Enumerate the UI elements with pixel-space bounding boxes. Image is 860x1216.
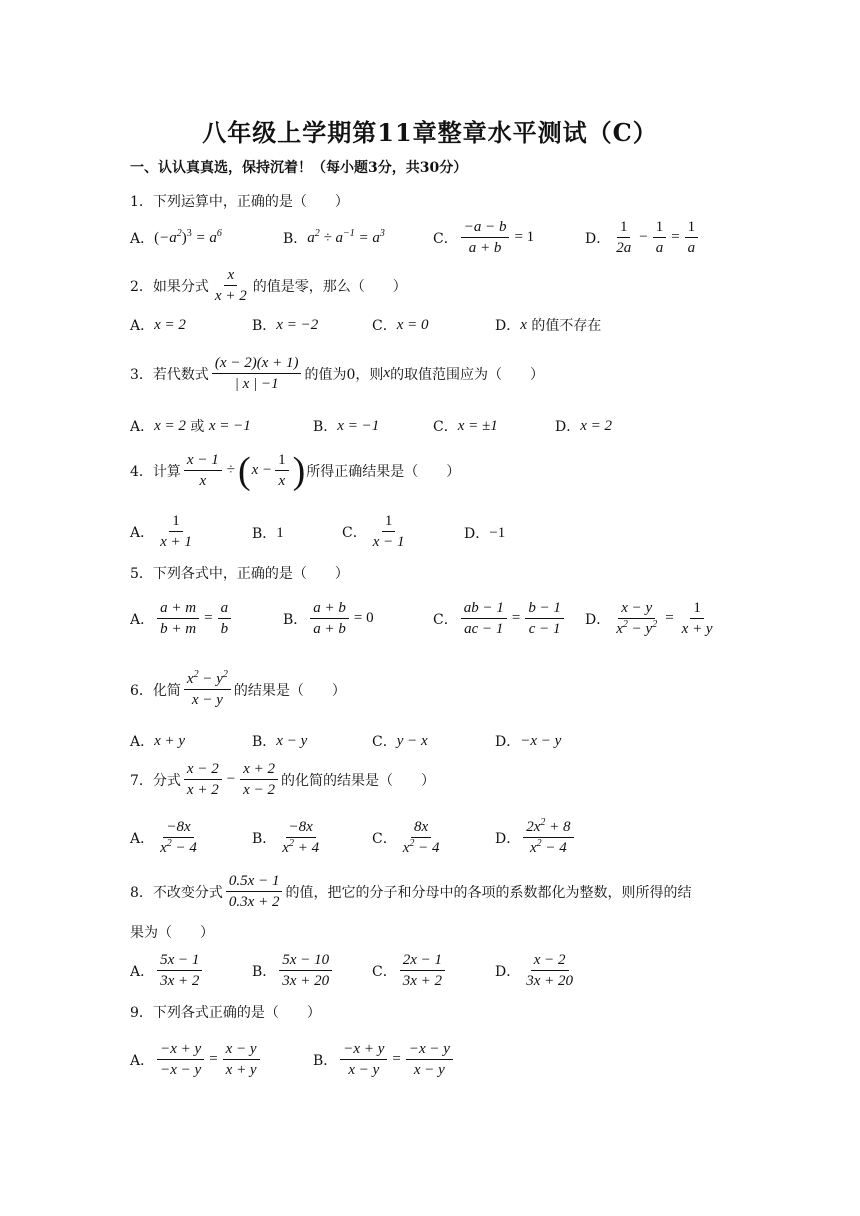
q7-option-a: A． $\frac{-8x}{x^2 - 4}$ — [130, 819, 197, 856]
q2-option-c: C． x = 0 — [372, 316, 429, 334]
q6-option-a: A． x + y — [130, 732, 186, 750]
q6-fraction: $\frac{x^2 - y^2}{x - y}$ — [184, 670, 231, 709]
q1-option-b: B． $a^2 \div a^{-1} = a^3$ — [283, 227, 385, 247]
q1-option-d: D． $\frac{1}{2a}$ − $\frac{1}{a}$ = $\frac{1}{a}$ — [585, 218, 701, 257]
question-5-stem: 5．下列各式中，正确的是（ ） — [130, 566, 349, 582]
q8-option-d: D． $\frac{x - 2}{3x + 20}$ — [495, 952, 574, 989]
q4-option-a: A． $\frac{1}{x + 1}$ — [130, 513, 192, 550]
q5-option-b: B． $\frac{a + b}{a + b}$ = 0 — [283, 600, 374, 637]
question-1-stem: 1．下列运算中，正确的是（ ） — [130, 194, 349, 210]
q3-option-d: D． x = 2 — [555, 417, 613, 435]
question-7-stem: 7．分式 $\frac{x - 2}{x + 2}$ − $\frac{x + 2}{x - 2}$ 的化简的结果是（ ） — [130, 761, 435, 798]
section-heading: 一、认认真真选，保持沉着！（每小题3分，共30分） — [130, 160, 468, 176]
q1-b-expr: $a^2 \div a^{-1} = a^3$ — [307, 227, 385, 246]
q1-a-expr: $(-a^2)^3 = a^6$ — [154, 227, 222, 246]
q4-option-c: C． $\frac{1}{x - 1}$ — [342, 513, 405, 550]
q1-option-c: C． $\frac{-a - b}{a + b}$ = 1 — [433, 219, 535, 256]
question-2-stem: 2．如果分式 $\frac{x}{x + 2}$ 的值是零，那么（ ） — [130, 267, 407, 304]
q5-option-c: C． $\frac{ab - 1}{ac - 1}$ = $\frac{b - 1}{c - 1}$ — [433, 599, 567, 638]
question-4-stem: 4．计算 $\frac{x - 1}{x}$ ÷ ( x − $\frac{1}{x}$ ) 所得正确结果是（ ） — [130, 449, 461, 492]
q6-option-b: B． x − y — [252, 732, 308, 750]
q2-option-d: D． x 的值不存在 — [495, 316, 602, 334]
q6-option-c: C． y − x — [372, 732, 428, 750]
q3-option-c: C． x = ±1 — [433, 417, 498, 435]
q4-option-d: D． −1 — [464, 524, 506, 542]
question-8-continuation: 果为（ ） — [130, 925, 214, 941]
question-6-stem: 6．化简 $\frac{x^2 - y^2}{x - y}$ 的结果是（ ） — [130, 669, 346, 708]
q9-option-a: A． $\frac{-x + y}{-x - y}$ = $\frac{x - y}{x + y}$ — [130, 1040, 263, 1079]
q2-option-b: B． x = −2 — [252, 316, 319, 334]
q9-option-b: B． $\frac{-x + y}{x - y}$ = $\frac{-x - y}{x - y}$ — [313, 1040, 456, 1079]
q5-option-d: D． $\frac{x - y}{x^2 - y^2}$ = $\frac{1}{x + y}$ — [585, 600, 713, 637]
q8-option-c: C． $\frac{2x - 1}{3x + 2}$ — [372, 951, 448, 990]
q4-option-b: B． 1 — [252, 524, 284, 542]
q3-option-b: B． x = −1 — [313, 417, 380, 435]
q3-option-a: A． x = 2 或 x = −1 — [130, 417, 251, 435]
q2-option-a: A． x = 2 — [130, 316, 186, 334]
q3-fraction: $\frac{(x - 2)(x + 1)}{| x | -1}$ — [212, 354, 302, 393]
q7-option-b: B． $\frac{-8x}{x^2 + 4}$ — [252, 819, 320, 856]
q8-option-a: A． $\frac{5x - 1}{3x + 2}$ — [130, 951, 205, 990]
q1-c-fraction: $\frac{-a - b}{a + b}$ — [461, 218, 510, 257]
q1-option-a: A． $(-a^2)^3 = a^6$ — [130, 227, 222, 247]
q8-option-b: B． $\frac{5x - 10}{3x + 20}$ — [252, 951, 335, 990]
q4-fraction: $\frac{x - 1}{x}$ — [184, 451, 222, 490]
page-title: 八年级上学期第11章整章水平测试（C） — [202, 118, 658, 147]
q7-option-d: D． $\frac{2x^2 + 8}{x^2 - 4}$ — [495, 818, 577, 857]
q5-option-a: A． $\frac{a + m}{b + m}$ = $\frac{a}{b}$ — [130, 599, 234, 638]
question-8-stem: 8．不改变分式 $\frac{0.5x - 1}{0.3x + 2}$ 的值，把它的分子和分母中的各项的系数都化为整数，则所得的结 — [130, 873, 692, 910]
question-9-stem: 9．下列各式正确的是（ ） — [130, 1005, 321, 1021]
question-3-stem: 3．若代数式 $\frac{(x - 2)(x + 1)}{| x | -1}$ 的值为0，则 x 的取值范围应为（ ） — [130, 355, 545, 392]
q7-option-c: C． $\frac{8x}{x^2 - 4}$ — [372, 819, 440, 856]
q2-fraction: $\frac{x}{x + 2}$ — [214, 267, 247, 304]
q6-option-d: D． −x − y — [495, 732, 562, 750]
